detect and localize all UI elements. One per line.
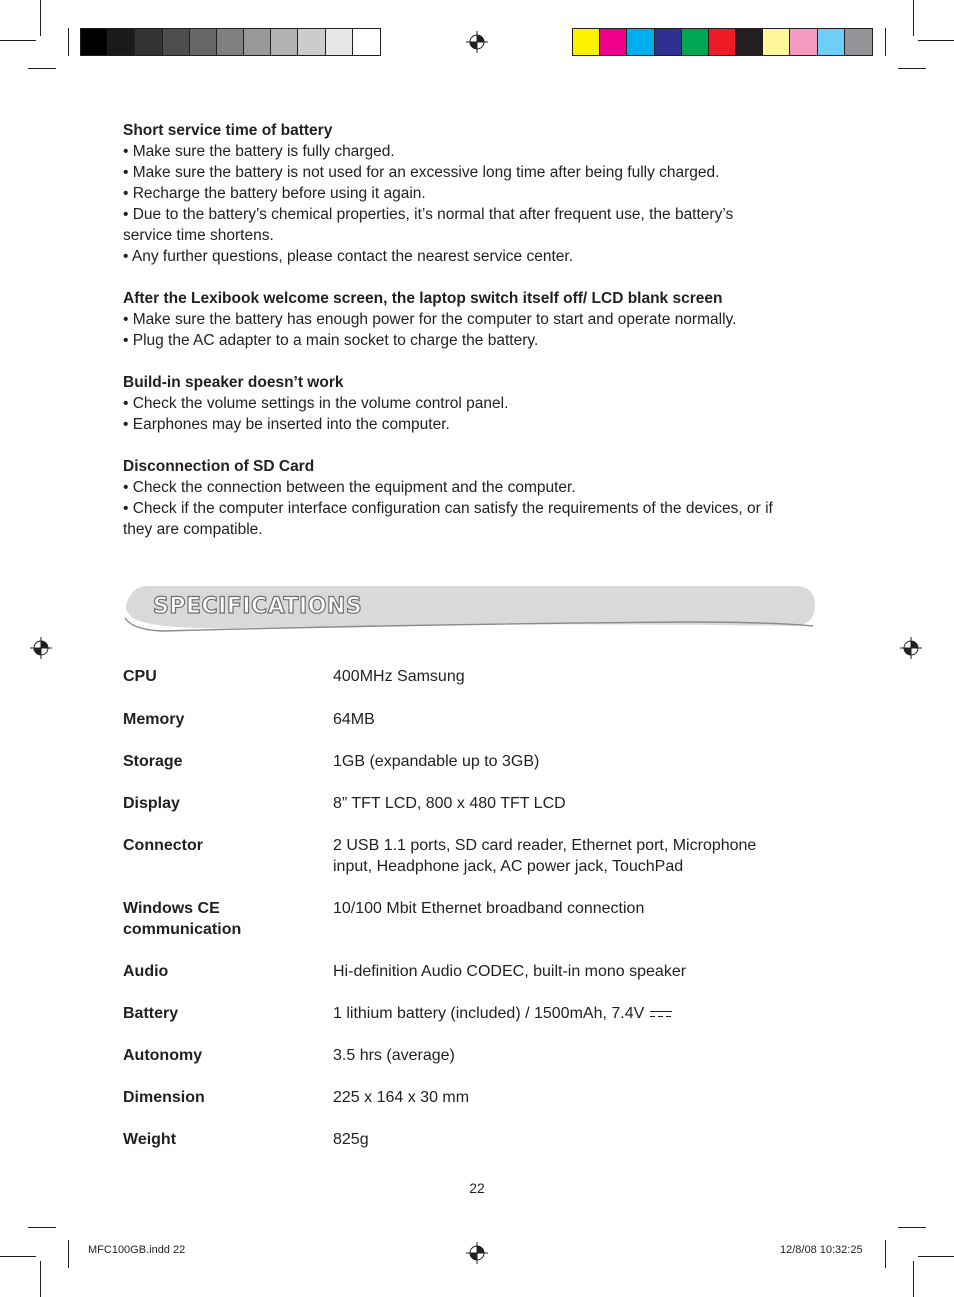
color-swatch <box>163 29 190 55</box>
spec-value <box>333 1003 803 1024</box>
color-swatch <box>763 29 790 55</box>
crop-mark <box>28 1227 56 1228</box>
slug-file-info: MFC100GB.indd 22 <box>88 1244 186 1256</box>
spec-label: CPU <box>123 668 157 685</box>
spec-label <box>123 898 323 940</box>
crop-mark <box>40 0 41 36</box>
crop-mark <box>0 40 36 41</box>
crop-mark <box>885 28 886 56</box>
registration-mark-icon <box>466 1242 488 1264</box>
registration-mark-icon <box>30 637 52 659</box>
color-swatch <box>736 29 763 55</box>
color-swatch <box>818 29 845 55</box>
spec-value: 3.5 hrs (average) <box>333 1047 455 1064</box>
crop-mark <box>885 1240 886 1268</box>
spec-value: 825g <box>333 1131 369 1148</box>
grayscale-color-bar <box>80 28 381 56</box>
section <box>123 288 823 351</box>
process-color-bar <box>572 28 873 56</box>
crop-mark <box>0 1256 36 1257</box>
crop-mark <box>913 1261 914 1297</box>
spec-value: 225 x 164 x 30 mm <box>333 1089 470 1106</box>
spec-value-line: input, Headphone jack, AC power jack, TouchPad <box>333 858 684 875</box>
color-swatch <box>217 29 244 55</box>
spec-value <box>333 835 803 877</box>
spec-label: Autonomy <box>123 1047 203 1064</box>
color-swatch <box>298 29 325 55</box>
color-swatch <box>573 29 600 55</box>
section-line: service time shortens. <box>123 227 274 244</box>
color-swatch <box>108 29 135 55</box>
section-line: • Recharge the battery before using it again. <box>123 185 426 202</box>
section-line: • Earphones may be inserted into the computer. <box>123 416 450 433</box>
spec-label: Dimension <box>123 1089 205 1106</box>
spec-label-line: Windows CE <box>123 900 220 917</box>
troubleshooting-block <box>123 120 823 540</box>
crop-mark <box>898 68 926 69</box>
color-swatch <box>627 29 654 55</box>
dc-symbol-icon <box>650 1009 672 1019</box>
crop-mark <box>40 1261 41 1297</box>
section-line: • Check the connection between the equipment and the computer. <box>123 479 576 496</box>
crop-mark <box>68 28 69 56</box>
spec-value-text: 1 lithium battery (included) / 1500mAh, 7.4V <box>333 1005 645 1022</box>
spec-label: Weight <box>123 1131 177 1148</box>
registration-mark-icon <box>900 637 922 659</box>
section-line: they are compatible. <box>123 521 263 538</box>
section-line: • Due to the battery’s chemical properties, it’s normal that after frequent use, the battery’s <box>123 206 734 223</box>
section-title: Short service time of battery <box>123 122 333 139</box>
section <box>123 120 823 267</box>
spec-label: Audio <box>123 963 169 980</box>
section-title: Disconnection of SD Card <box>123 458 315 475</box>
color-swatch <box>271 29 298 55</box>
crop-mark <box>918 1256 954 1257</box>
spec-value: Hi-definition Audio CODEC, built-in mono speaker <box>333 963 687 980</box>
spec-value: 400MHz Samsung <box>333 668 465 685</box>
section-line: • Make sure the battery is fully charged. <box>123 143 395 160</box>
section-title: After the Lexibook welcome screen, the laptop switch itself off/ LCD blank screen <box>123 290 723 307</box>
section <box>123 372 823 435</box>
color-swatch <box>190 29 217 55</box>
spec-label: Memory <box>123 711 185 728</box>
spec-label: Display <box>123 795 180 812</box>
spec-value: 64MB <box>333 711 375 728</box>
spec-value-line: 2 USB 1.1 ports, SD card reader, Ethernet port, Microphone <box>333 837 757 854</box>
specifications-heading: SPECIFICATIONS <box>153 594 363 619</box>
section-line: • Plug the AC adapter to a main socket to charge the battery. <box>123 332 539 349</box>
section-line: • Make sure the battery has enough power for the computer to start and operate normally. <box>123 311 737 328</box>
section-title: Build-in speaker doesn’t work <box>123 374 344 391</box>
color-swatch <box>600 29 627 55</box>
crop-mark <box>68 1240 69 1268</box>
spec-value: 10/100 Mbit Ethernet broadband connection <box>333 900 645 917</box>
spec-label-line: communication <box>123 921 242 938</box>
color-swatch <box>326 29 353 55</box>
color-swatch <box>655 29 682 55</box>
color-swatch <box>244 29 271 55</box>
registration-mark-icon <box>466 31 488 53</box>
slug-timestamp: 12/8/08 10:32:25 <box>780 1244 863 1256</box>
color-swatch <box>790 29 817 55</box>
crop-mark <box>898 1227 926 1228</box>
spec-label: Battery <box>123 1005 179 1022</box>
crop-mark <box>28 68 56 69</box>
color-swatch <box>709 29 736 55</box>
page-number: 22 <box>469 1180 485 1196</box>
color-swatch <box>353 29 380 55</box>
spec-value: 8” TFT LCD, 800 x 480 TFT LCD <box>333 795 566 812</box>
crop-mark <box>918 40 954 41</box>
spec-value: 1GB (expandable up to 3GB) <box>333 753 540 770</box>
section-line: • Check if the computer interface configuration can satisfy the requirements of the devices, or if <box>123 500 773 517</box>
spec-label: Storage <box>123 753 183 770</box>
spec-label: Connector <box>123 837 203 854</box>
color-swatch <box>845 29 872 55</box>
section-line: • Any further questions, please contact the nearest service center. <box>123 248 574 265</box>
color-swatch <box>682 29 709 55</box>
color-swatch <box>81 29 108 55</box>
crop-mark <box>913 0 914 36</box>
color-swatch <box>135 29 162 55</box>
section-line: • Check the volume settings in the volume control panel. <box>123 395 509 412</box>
section-line: • Make sure the battery is not used for an excessive long time after being fully charged. <box>123 164 720 181</box>
section <box>123 456 823 540</box>
